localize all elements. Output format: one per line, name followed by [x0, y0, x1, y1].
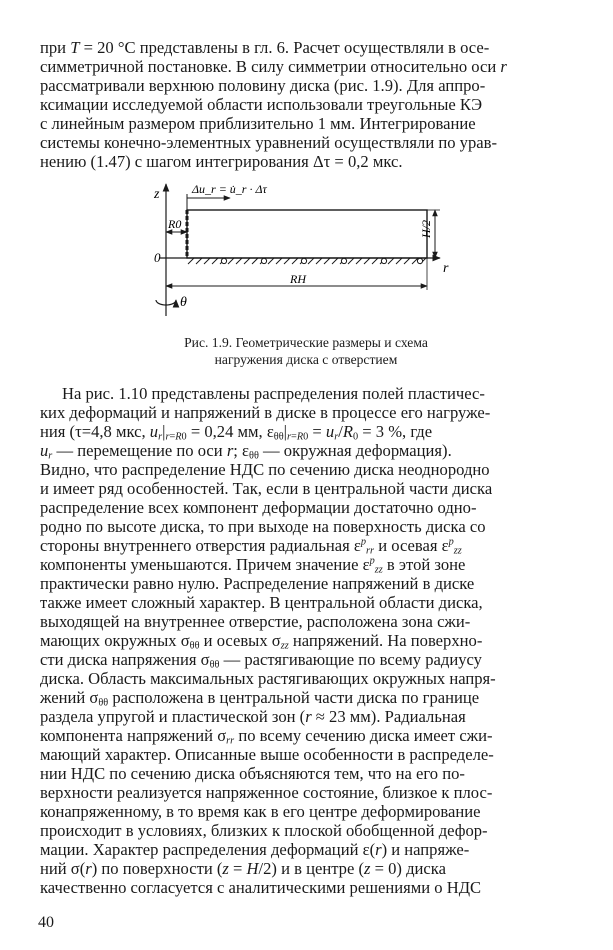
paragraph-line: стороны внутреннего отверстия радиальная $\varepsilon^p_{rr}$ и осевая $\varepsilon^p_{zz}$ [40, 536, 462, 557]
paragraph-line: и имеет ряд особенностей. Так, если в центральной части диска [40, 479, 493, 498]
caption-line: нагружения диска с отверстием [214, 352, 398, 367]
paragraph-line: раздела упругой и пластической зон (r ≈ 23 мм). Радиальная [40, 707, 466, 726]
paragraph-line: выходящей на внутреннее отверстие, расположена зона сжи- [40, 612, 471, 631]
paragraph-line: верхности реализуется напряженное состояние, близкое к плос- [40, 783, 493, 802]
label-h2: H/2 [419, 220, 433, 238]
paragraph-line: с линейным размером приблизительно 1 мм. Интегрирование [40, 114, 476, 133]
paragraph-line: ких деформаций и напряжений в диске в процессе его нагруже- [40, 403, 491, 422]
paragraph-line: Видно, что распределение НДС по сечению диска неоднородно [40, 460, 490, 479]
paragraph-line: жений $\sigma_{\theta\theta}$ расположена в центральной части диска по границе [40, 688, 480, 709]
paragraph-line: распределение всех компонент деформации достаточно одно- [40, 498, 477, 517]
paragraph-line: ксимации исследуемой области использовали треугольные КЭ [40, 95, 483, 114]
paragraph-line: происходит в условиях, близких к плоской обобщенной дефор- [40, 821, 488, 840]
label-theta: θ [180, 295, 187, 310]
page-number: 40 [38, 914, 54, 931]
paragraph-line: сти диска напряжения $\sigma_{\theta\theta}$ — растягивающие по всему радиусу [40, 650, 482, 671]
paragraph-line: мации. Характер распределения деформаций ε(r) и напряже- [40, 840, 470, 859]
paragraph-line: ния (τ=4,8 мкс, $u_r|_{r=R0} = 0,24$ мм, $\varepsilon_{\theta\theta}|_{r=R0} = u_r/R_0 = 3$ %, где [40, 422, 433, 443]
paragraph-intro [40, 38, 572, 171]
paragraph-line: мающий характер. Описанные выше особенности в распределе- [40, 745, 494, 764]
paragraph-line: при T = 20 °С представлены в гл. 6. Расчет осуществляли в осе- [40, 38, 490, 57]
paragraph-line: нению (1.47) с шагом интегрирования Δτ = 0,2 мкс. [40, 152, 403, 171]
paragraph-line: качественно согласуется с аналитическими решениями о НДС [40, 878, 482, 897]
paragraph-line: компоненты уменьшаются. Причем значение $\varepsilon^p_{zz}$ в этой зоне [40, 555, 466, 576]
paragraph-line: ний σ(r) по поверхности (z = H/2) и в центре (z = 0) диска [40, 859, 446, 878]
caption-line: Рис. 1.9. Геометрические размеры и схема [184, 335, 428, 350]
paragraph-line: практически равно нулю. Распределение напряжений в диске [40, 574, 475, 593]
paragraph-line: системы конечно-элементных уравнений осуществляли по урав- [40, 133, 498, 152]
figure-disk-geometry [140, 176, 460, 326]
paragraph-line: родно по высоте диска, то при выходе на поверхность диска со [40, 517, 486, 536]
paragraph-line: симметричной постановке. В силу симметрии относительно оси r [40, 57, 507, 76]
paragraph-line: также имеет сложный характер. В центральной области диска, [40, 593, 483, 612]
figure-caption [60, 334, 552, 368]
paragraph-line: диска. Область максимальных растягивающих окружных напря- [40, 669, 496, 688]
label-rh: RH [290, 272, 306, 286]
paragraph-results [40, 384, 572, 897]
paragraph-line: На рис. 1.10 представлены распределения полей пластичес- [62, 384, 485, 403]
paragraph-line: конапряженному, в то время как в его центре деформирование [40, 802, 481, 821]
label-origin: 0 [154, 250, 161, 265]
disk-section [187, 210, 427, 258]
paragraph-line: рассматривали верхнюю половину диска (рис. 1.9). Для аппро- [40, 76, 486, 95]
paragraph-line: компонента напряжений $\sigma_{rr}$ по всему сечению диска имеет сжи- [40, 726, 493, 747]
disk-diagram [140, 176, 460, 326]
label-z: z [154, 187, 160, 202]
paragraph-line: мающих окружных $\sigma_{\theta\theta}$ и осевых $\sigma_{zz}$ напряжений. На поверхно- [40, 631, 483, 652]
label-delta-u: Δu_r = u̇_r · Δτ [192, 182, 267, 196]
paragraph-line: нии НДС по сечению диска объясняются тем, что на его по- [40, 764, 465, 783]
label-r: r [443, 261, 449, 276]
label-r0: R0 [168, 217, 182, 231]
paragraph-line: $u_r$ — перемещение по оси r; $\varepsilon_{\theta\theta}$ — окружная деформация). [40, 441, 452, 462]
